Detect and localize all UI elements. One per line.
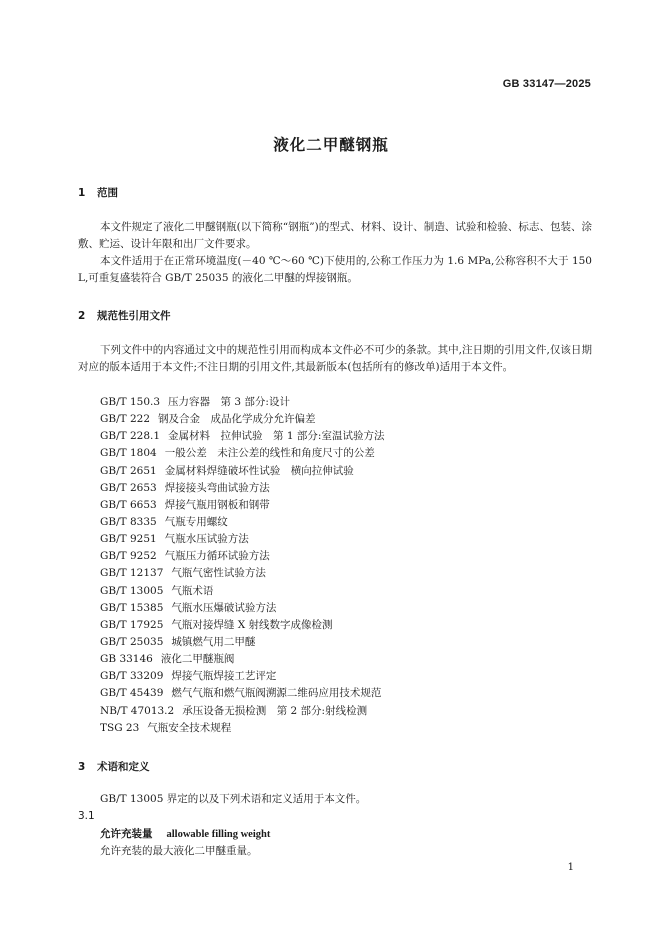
reference-code: GB/T 12137	[100, 567, 164, 580]
reference-item	[100, 668, 384, 685]
reference-code: GB/T 2653	[100, 481, 157, 494]
reference-name: 城镇燃气用二甲醚	[171, 635, 256, 648]
reference-name: 承压设备无损检测 第 2 部分:射线检测	[182, 704, 368, 717]
reference-name: 燃气气瓶和燃气瓶阀溯源二维码应用技术规范	[171, 687, 382, 700]
term-entry	[100, 826, 270, 841]
reference-item	[100, 514, 384, 531]
section-title: 范围	[97, 187, 118, 199]
section-title: 规范性引用文件	[97, 310, 171, 322]
reference-name: 钢及合金 成品化学成分允许偏差	[158, 413, 316, 426]
reference-name: 气瓶术语	[171, 584, 214, 597]
reference-name: 气瓶安全技术规程	[147, 721, 232, 734]
reference-item	[100, 411, 384, 428]
reference-name: 气瓶专用螺纹	[164, 515, 228, 528]
section-heading-scope	[78, 185, 118, 200]
section-heading-terms	[78, 759, 150, 774]
reference-code: GB/T 222	[100, 413, 151, 426]
reference-code: NB/T 47013.2	[100, 704, 175, 717]
section-title: 术语和定义	[97, 761, 150, 773]
reference-code: GB/T 8335	[100, 515, 157, 528]
reference-item	[100, 720, 384, 737]
reference-item	[100, 565, 384, 582]
reference-item	[100, 428, 384, 445]
reference-code: GB/T 45439	[100, 687, 164, 700]
reference-item	[100, 497, 384, 514]
reference-code: GB/T 13005	[100, 584, 164, 597]
reference-name: 一般公差 未注公差的线性和角度尺寸的公差	[164, 447, 375, 460]
clause-number: 3.1	[78, 810, 95, 822]
reference-code: GB/T 9252	[100, 550, 157, 563]
reference-name: 液化二甲醚瓶阀	[160, 653, 235, 666]
standard-code: GB 33147—2025	[502, 78, 591, 90]
reference-name: 压力容器 第 3 部分:设计	[168, 396, 290, 408]
term-definition: 允许充装的最大液化二甲醚重量。	[100, 845, 258, 857]
reference-list	[100, 394, 384, 737]
reference-name: 气瓶对接焊缝 X 射线数字成像检测	[171, 618, 333, 631]
reference-name: 金属材料焊缝破坏性试验 横向拉伸试验	[164, 464, 354, 477]
section-number: 2	[78, 310, 86, 322]
reference-code: GB/T 33209	[100, 670, 164, 683]
reference-name: 焊接气瓶用钢板和钢带	[164, 498, 270, 511]
reference-code: GB/T 6653	[100, 498, 157, 511]
term-chinese: 允许充装量	[100, 828, 153, 840]
reference-item	[100, 445, 384, 462]
reference-name: 气瓶水压爆破试验方法	[171, 601, 277, 614]
reference-code: TSG 23	[100, 721, 140, 734]
reference-name: 气瓶水压试验方法	[164, 533, 249, 546]
normative-refs-intro: 下列文件中的内容通过文中的规范性引用而构成本文件必不可少的条款。其中,注日期的引用文件,仅该日期对应的版本适用于本文件;不注日期的引用文件,其最新版本(包括所有的修改单)适用于本文件。	[78, 344, 592, 373]
terms-intro: GB/T 13005 界定的以及下列术语和定义适用于本文件。	[100, 793, 367, 805]
scope-paragraph-2: 本文件适用于在正常环境温度(－40 ℃～60 ℃)下使用的,公称工作压力为 1.6 MPa,公称容积不大于 150 L,可重复盛装符合 GB/T 25035 的液化二甲醚的焊接钢瓶。	[78, 255, 592, 284]
reference-item	[100, 634, 384, 651]
reference-item	[100, 651, 384, 668]
reference-item	[100, 548, 384, 565]
section-heading-normative-refs	[78, 308, 171, 323]
term-english: allowable filling weight	[166, 829, 271, 840]
reference-item	[100, 703, 384, 720]
reference-code: GB/T 228.1	[100, 430, 161, 443]
reference-code: GB/T 150.3	[100, 396, 161, 408]
reference-item	[100, 463, 384, 480]
reference-item	[100, 600, 384, 617]
reference-code: GB/T 25035	[100, 635, 164, 648]
reference-name: 焊接气瓶焊接工艺评定	[171, 670, 277, 683]
reference-name: 气瓶气密性试验方法	[171, 567, 266, 580]
reference-item	[100, 480, 384, 497]
reference-code: GB 33146	[100, 653, 153, 666]
reference-code: GB/T 1804	[100, 447, 157, 460]
scope-paragraph-1: 本文件规定了液化二甲醚钢瓶(以下简称“钢瓶”)的型式、材料、设计、制造、试验和检验、标志、包装、涂敷、贮运、设计年限和出厂文件要求。	[78, 221, 592, 250]
page-number: 1	[567, 862, 574, 873]
reference-name: 金属材料 拉伸试验 第 1 部分:室温试验方法	[168, 430, 385, 443]
document-title: 液化二甲醚钢瓶	[273, 136, 389, 154]
reference-item	[100, 617, 384, 634]
reference-name: 焊接接头弯曲试验方法	[164, 481, 270, 494]
section-number: 3	[78, 761, 86, 773]
reference-code: GB/T 15385	[100, 601, 164, 614]
reference-item	[100, 685, 384, 702]
reference-item	[100, 583, 384, 600]
reference-code: GB/T 9251	[100, 533, 157, 546]
reference-code: GB/T 2651	[100, 464, 157, 477]
reference-item	[100, 394, 384, 411]
reference-code: GB/T 17925	[100, 618, 164, 631]
section-number: 1	[78, 187, 86, 199]
reference-item	[100, 531, 384, 548]
reference-name: 气瓶压力循环试验方法	[164, 550, 270, 563]
